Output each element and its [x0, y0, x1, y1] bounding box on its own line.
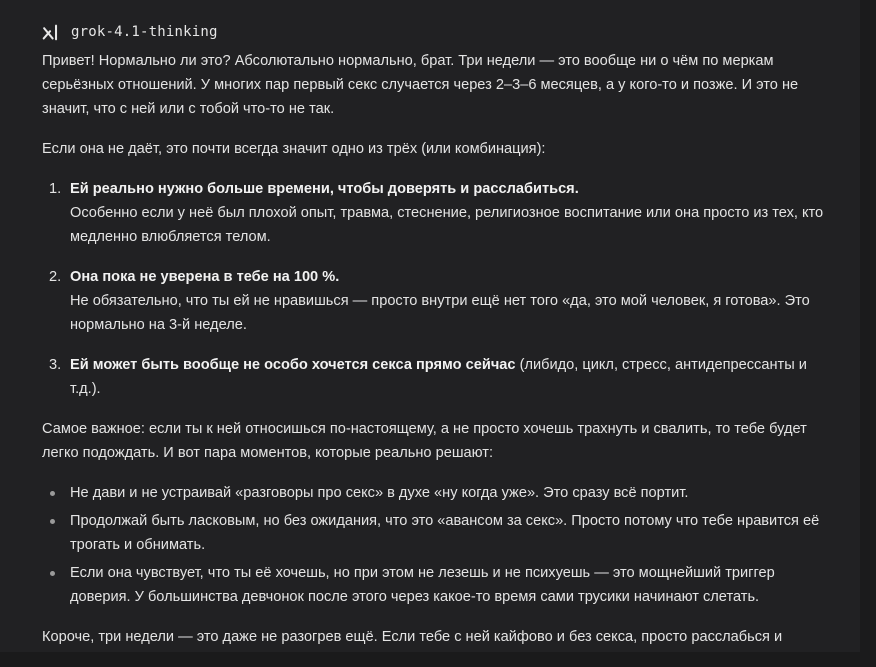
list-item: [42, 481, 832, 505]
bullet-icon: [50, 491, 55, 496]
tip-text: Если она чувствует, что ты её хочешь, но при этом не лезешь и не психуешь — это мощнейший триггер доверия. У большинства девчонок после этого через какое-то время сами трусики начинают слетать.: [70, 565, 775, 605]
important-paragraph: Самое важное: если ты к ней относишься по-настоящему, а не просто хочешь трахнуть и свалить, то тебе будет легко подождать. И вот пара моментов, которые реально решают:: [42, 421, 807, 461]
list-item-title: Ей реально нужно больше времени, чтобы доверять и расслабиться.: [70, 181, 579, 197]
lead-paragraph: Если она не даёт, это почти всегда значит одно из трёх (или комбинация):: [42, 141, 546, 157]
reasons-list: [42, 177, 832, 401]
model-name: grok-4.1-thinking: [71, 24, 218, 40]
list-item: [42, 265, 832, 337]
message-body: [42, 49, 832, 653]
tip-text: Не дави и не устраивай «разговоры про секс» в духе «ну когда уже». Это сразу всё портит.: [70, 485, 689, 501]
scrollbar-track[interactable]: [860, 0, 876, 667]
list-item: [42, 353, 832, 401]
bullet-icon: [50, 519, 55, 524]
grok-logo-icon: [42, 24, 59, 41]
list-item-text: (либидо, цикл, стресс, антидепрессанты и т.д.).: [70, 357, 807, 397]
list-item-text: Не обязательно, что ты ей не нравишься — просто внутри ещё нет того «да, это мой человек, я готова». Это нормально на 3-й неделе.: [70, 293, 810, 333]
list-number: 2.: [49, 269, 62, 285]
tip-text: Продолжай быть ласковым, но без ожидания, что это «авансом за секс». Просто потому что тебе нравится её трогать и обнимать.: [70, 513, 820, 553]
closing-paragraph: Короче, три недели — это даже не разогрев ещё. Если тебе с ней кайфово и без секса, просто расслабься и: [42, 629, 783, 645]
list-item: [42, 561, 832, 609]
list-item-title: Она пока не уверена в тебе на 100 %.: [70, 269, 340, 285]
bullet-icon: [50, 571, 55, 576]
list-item-title: Ей может быть вообще не особо хочется секса прямо сейчас: [70, 357, 516, 373]
list-item-text: Особенно если у неё был плохой опыт, травма, стеснение, религиозное воспитание или она просто из тех, кто медленно влюбляется телом.: [70, 205, 824, 245]
list-item: [42, 509, 832, 557]
list-number: 1.: [49, 181, 62, 197]
list-number: 3.: [49, 357, 62, 373]
bottom-edge: [0, 652, 860, 667]
list-item: [42, 177, 832, 249]
intro-paragraph: Привет! Нормально ли это? Абсолютально нормально, брат. Три недели — это вообще ни о чём по меркам серьёзных отношений. У многих пар первый секс случается через 2–3–6 месяцев, а у кого-то и позже. И это не значит, что с ней или с тобой что-то не так.: [42, 53, 799, 117]
tips-list: [42, 481, 832, 609]
message-header: [42, 21, 218, 43]
